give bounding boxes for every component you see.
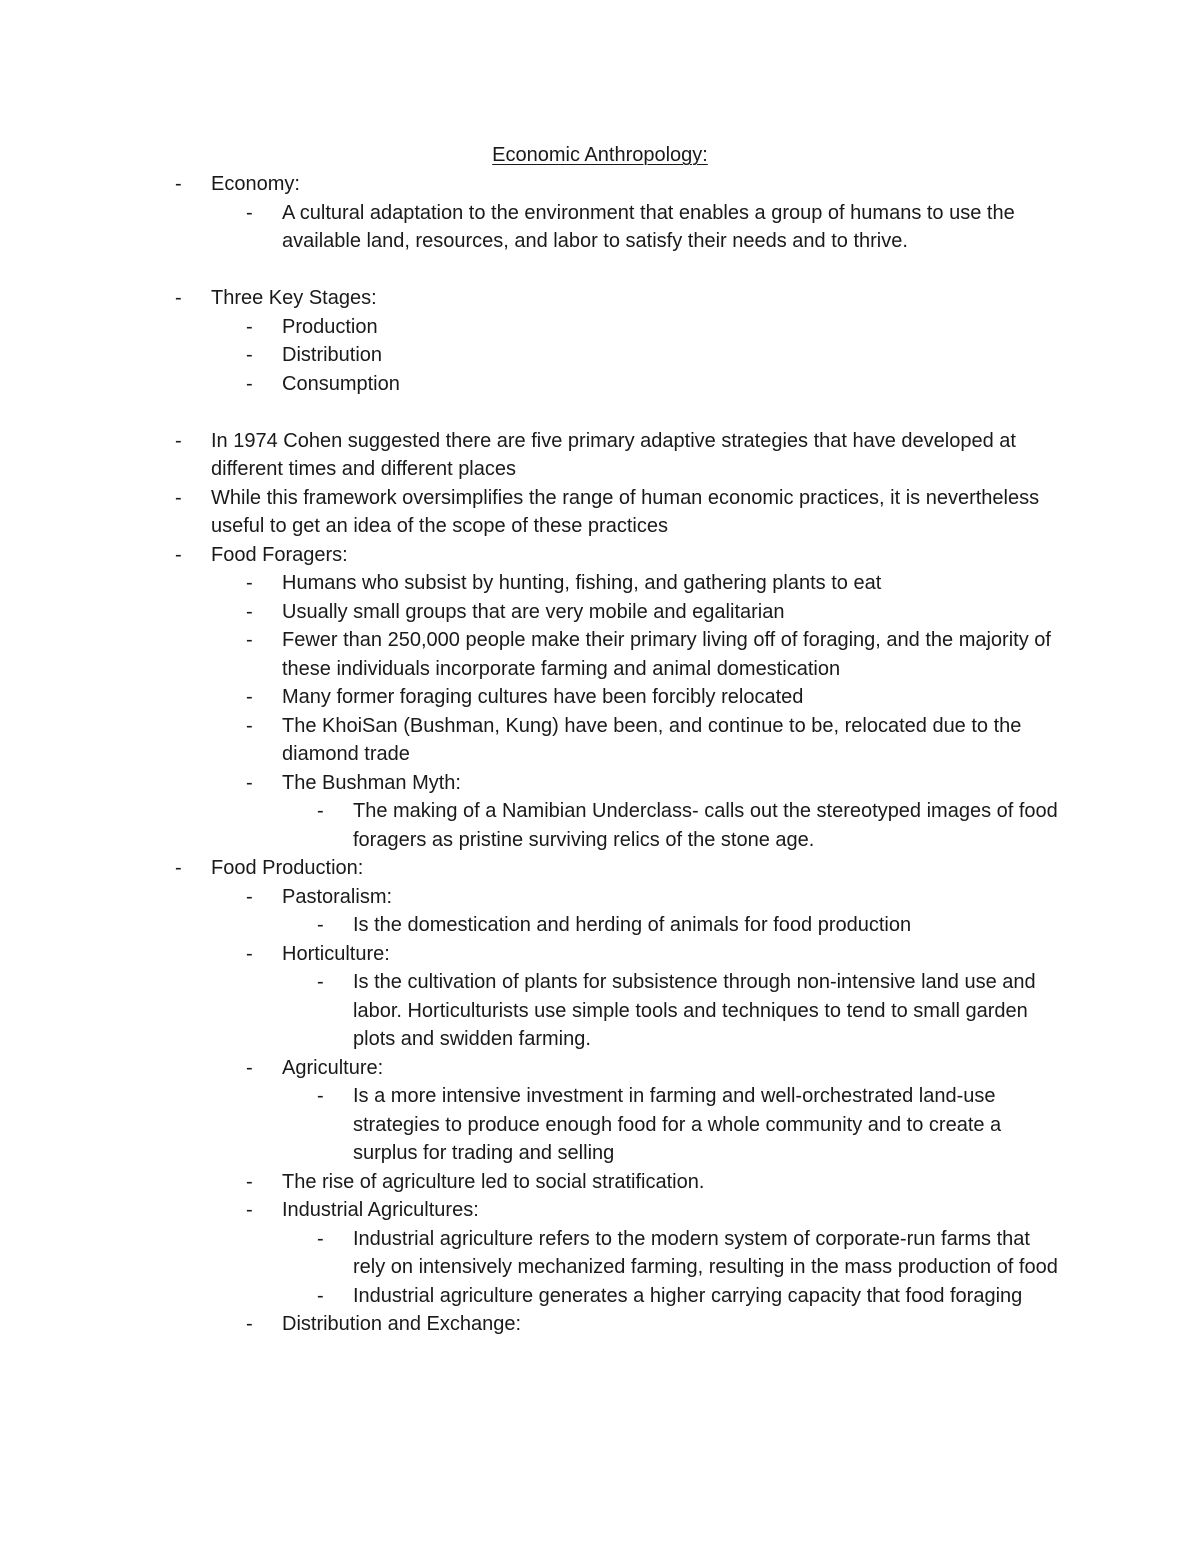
bullet-dash: - — [246, 1170, 253, 1193]
outline-item-text: The rise of agriculture led to social stratification. — [282, 1170, 705, 1193]
outline-item-level-3 — [0, 797, 1063, 854]
bullet-dash: - — [317, 971, 324, 993]
bullet-dash: - — [246, 201, 253, 224]
outline-item-text: Pastoralism: — [282, 885, 393, 908]
outline-item-level-2 — [0, 712, 1062, 769]
outline-item-level-2 — [0, 1054, 1062, 1083]
outline-item-text: Three Key Stages: — [211, 287, 377, 309]
bullet-dash: - — [246, 372, 253, 395]
outline-item-level-1 — [0, 427, 1061, 484]
outline-item-level-2 — [0, 370, 1062, 399]
bullet-dash: - — [175, 173, 182, 195]
outline-list — [0, 170, 1200, 1339]
outline-item-text: Humans who subsist by hunting, fishing, and gathering plants to eat — [282, 572, 882, 594]
bullet-dash: - — [317, 1227, 324, 1250]
outline-item-level-3 — [0, 1225, 1063, 1282]
bullet-dash: - — [175, 287, 182, 309]
bullet-dash: - — [175, 429, 182, 452]
outline-item-text: Industrial agriculture generates a higher carrying capacity that food foraging — [353, 1284, 1023, 1307]
bullet-dash: - — [246, 572, 253, 594]
outline-item-level-2 — [0, 199, 1062, 256]
outline-item-level-1 — [0, 284, 1061, 313]
bullet-dash: - — [246, 600, 253, 623]
document-title: Economic Anthropology: — [492, 144, 708, 166]
outline-item-text: Usually small groups that are very mobile and egalitarian — [282, 600, 785, 623]
outline-item-level-2 — [0, 341, 1062, 370]
outline-item-text: Economy: — [211, 173, 300, 195]
blank-line — [0, 256, 1200, 285]
outline-item-level-3 — [0, 1082, 1063, 1168]
outline-item-level-2 — [0, 1196, 1062, 1225]
outline-item-level-2 — [0, 313, 1062, 342]
outline-item-text: Distribution — [282, 344, 383, 366]
outline-item-text: Is the domestication and herding of animals for food production — [353, 914, 912, 936]
outline-item-text: Food Production: — [211, 857, 364, 879]
bullet-dash: - — [246, 629, 253, 651]
outline-item-text: Food Foragers: — [211, 543, 348, 566]
outline-item-level-1 — [0, 484, 1061, 541]
blank-line — [0, 398, 1200, 427]
bullet-dash: - — [246, 942, 253, 965]
bullet-dash: - — [246, 344, 253, 366]
outline-item-text: The Bushman Myth: — [282, 771, 461, 794]
outline-item-level-2 — [0, 1168, 1062, 1197]
bullet-dash: - — [246, 1056, 253, 1079]
outline-item-text: Is the cultivation of plants for subsistence through non-intensive land use and labor. Horticulturists use simple tools and techniques to tend to small garden plots and swidden farming. — [353, 971, 1036, 1050]
outline-item-level-2 — [0, 769, 1062, 798]
bullet-dash: - — [317, 914, 324, 936]
outline-item-level-2 — [0, 569, 1062, 598]
bullet-dash: - — [175, 486, 182, 509]
bullet-dash: - — [175, 543, 182, 566]
outline-item-level-3 — [0, 1282, 1063, 1311]
outline-item-text: Industrial agriculture refers to the modern system of corporate-run farms that rely on intensively mechanized farming, resulting in the mass production of food — [353, 1227, 1058, 1278]
bullet-dash: - — [317, 1085, 324, 1107]
outline-item-level-3 — [0, 968, 1063, 1054]
outline-item-text: Agriculture: — [282, 1056, 384, 1079]
bullet-dash: - — [317, 1284, 324, 1307]
outline-item-level-1 — [0, 170, 1061, 199]
outline-item-text: Distribution and Exchange: — [282, 1313, 522, 1335]
outline-item-text: Many former foraging cultures have been forcibly relocated — [282, 686, 804, 708]
outline-item-text: Is a more intensive investment in farming and well-orchestrated land-use strategies to produce enough food for a whole community and to create a surplus for trading and selling — [353, 1085, 1002, 1164]
outline-item-text: In 1974 Cohen suggested there are five primary adaptive strategies that have developed at different times and different places — [211, 429, 1016, 480]
bullet-dash: - — [246, 315, 253, 338]
bullet-dash: - — [246, 1199, 253, 1221]
outline-item-text: A cultural adaptation to the environment that enables a group of humans to use the available land, resources, and labor to satisfy their needs and to thrive. — [282, 201, 1015, 252]
outline-item-text: The KhoiSan (Bushman, Kung) have been, and continue to be, relocated due to the diamond trade — [282, 714, 1022, 765]
outline-item-text: While this framework oversimplifies the range of human economic practices, it is nevertheless useful to get an idea of the scope of these practices — [211, 486, 1040, 537]
outline-item-text: The making of a Namibian Underclass- calls out the stereotyped images of food foragers as pristine surviving relics of the stone age. — [353, 800, 1058, 851]
bullet-dash: - — [175, 857, 182, 879]
outline-item-text: Fewer than 250,000 people make their primary living off of foraging, and the majority of these individuals incorporate farming and animal domestication — [282, 629, 1051, 680]
outline-item-level-2 — [0, 598, 1062, 627]
outline-item-level-2 — [0, 940, 1062, 969]
bullet-dash: - — [246, 1313, 253, 1335]
outline-item-text: Horticulture: — [282, 942, 390, 965]
bullet-dash: - — [246, 714, 253, 737]
outline-item-level-2 — [0, 683, 1062, 712]
outline-item-level-2 — [0, 1310, 1062, 1339]
outline-item-level-2 — [0, 626, 1062, 683]
outline-item-text: Industrial Agricultures: — [282, 1199, 479, 1221]
bullet-dash: - — [246, 771, 253, 794]
bullet-dash: - — [246, 686, 253, 708]
outline-item-text: Consumption — [282, 372, 400, 395]
outline-item-text: Production — [282, 315, 378, 338]
outline-item-level-2 — [0, 883, 1062, 912]
bullet-dash: - — [246, 885, 253, 908]
bullet-dash: - — [317, 800, 324, 822]
outline-item-level-3 — [0, 911, 1063, 940]
outline-item-level-1 — [0, 854, 1061, 883]
outline-item-level-1 — [0, 541, 1061, 570]
